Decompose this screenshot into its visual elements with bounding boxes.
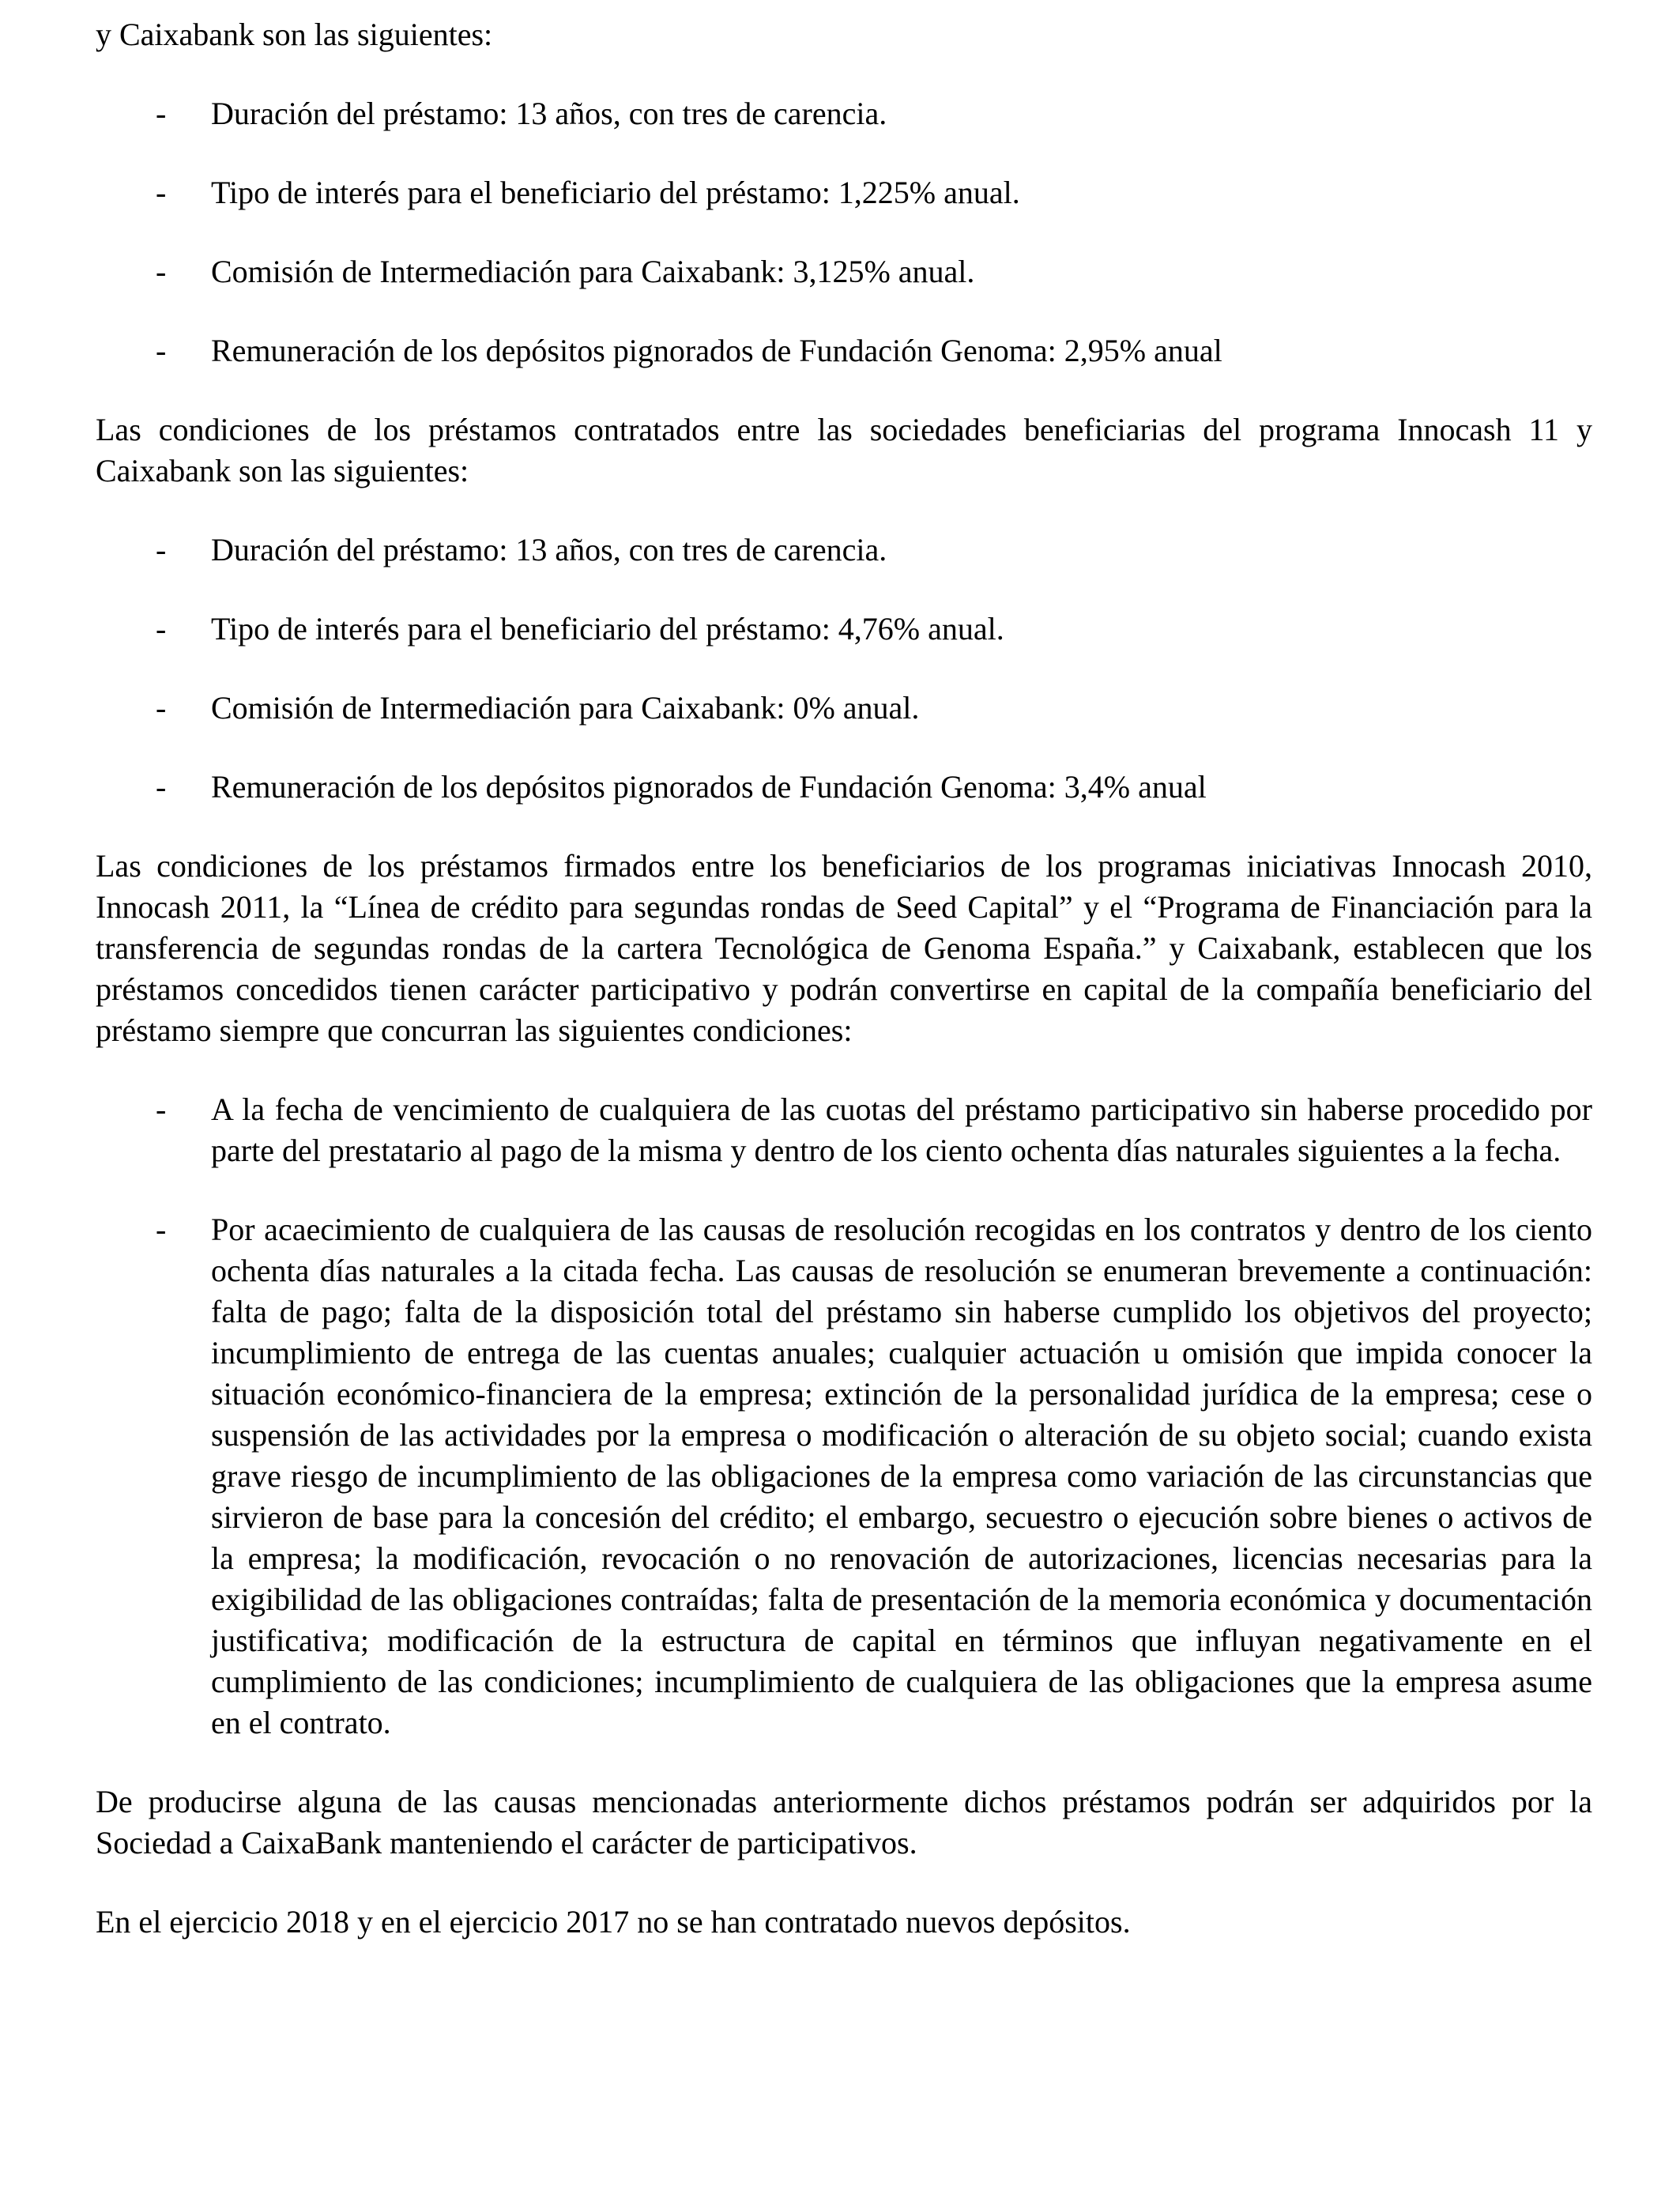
bullet-dash: - [156,1212,167,1247]
list-item [96,172,1592,213]
list-item-text: Duración del préstamo: 13 años, con tres de carencia. [211,96,887,131]
list-item-text: Remuneración de los depósitos pignorados de Fundación Genoma: 2,95% anual [211,333,1222,368]
bullet-dash: - [156,254,167,289]
paragraph-acquisition: De producirse alguna de las causas mencionadas anteriormente dichos préstamos podrán ser adquiridos por la Sociedad a CaixaBank manteniendo el carácter de participativos. [96,1784,1592,1860]
intro-fragment: y Caixabank son las siguientes: [96,17,493,52]
bullet-dash: - [156,769,167,805]
list-item [96,1209,1592,1744]
list-item [96,1089,1592,1171]
list-item-text: Por acaecimiento de cualquiera de las causas de resolución recogidas en los contratos y dentro de los ciento ochenta días naturales a la citada fecha. Las causas de resolución se enumeran brevemente a continuación: falta de pago; falta de la disposición total del préstamo sin haberse cumplido los objetivos del proyecto; incumplimiento de entrega de las cuentas anuales; cualquier actuación u omisión que impida conocer la situación económico-financiera de la empresa; extinción de la personalidad jurídica de la empresa; cese o suspensión de las actividades por la empresa o modificación o alteración de su objeto social; cuando exista grave riesgo de incumplimiento de las obligaciones de la empresa como variación de las circunstancias que sirvieron de base para la concesión del crédito; el embargo, secuestro o ejecución sobre bienes o activos de la empresa; la modificación, revocación o no renovación de autorizaciones, licencias necesarias para la exigibilidad de las obligaciones contraídas; falta de presentación de la memoria económica y documentación justificativa; modificación de la estructura de capital en términos que influyan negativamente en el cumplimiento de las condiciones; incumplimiento de cualquiera de las obligaciones que la empresa asume en el contrato. [211,1212,1592,1740]
document-page [96,14,1592,1943]
bullet-dash: - [156,175,167,210]
bullet-dash: - [156,690,167,726]
bullet-dash: - [156,1091,167,1127]
list-item-text: Comisión de Intermediación para Caixabank: 3,125% anual. [211,254,975,289]
paragraph-deposits: En el ejercicio 2018 y en el ejercicio 2017 no se han contratado nuevos depósitos. [96,1904,1131,1940]
paragraph-participative-loans: Las condiciones de los préstamos firmados entre los beneficiarios de los programas iniciativas Innocash 2010, Innocash 2011, la “Línea de crédito para segundas rondas de Seed Capital” y el “Programa de Financiación para la transferencia de segundas rondas de la cartera Tecnológica de Genoma España.” y Caixabank, establecen que los préstamos concedidos tienen carácter participativo y podrán convertirse en capital de la compañía beneficiario del préstamo siempre que concurran las siguientes condiciones: [96,848,1592,1048]
list-item [96,93,1592,134]
list-item-text: Comisión de Intermediación para Caixabank: 0% anual. [211,690,920,726]
loan-conditions-list-1 [96,93,1592,371]
bullet-dash: - [156,532,167,567]
list-item-text: Tipo de interés para el beneficiario del préstamo: 1,225% anual. [211,175,1020,210]
loan-conditions-list-2 [96,530,1592,808]
list-item [96,767,1592,808]
list-item [96,609,1592,650]
bullet-dash: - [156,96,167,131]
bullet-dash: - [156,333,167,368]
bullet-dash: - [156,611,167,647]
list-item [96,530,1592,571]
paragraph-innocash-11: Las condiciones de los préstamos contratados entre las sociedades beneficiarias del programa Innocash 11 y Caixabank son las siguientes: [96,412,1592,488]
list-item-text: Duración del préstamo: 13 años, con tres de carencia. [211,532,887,567]
list-item [96,330,1592,371]
list-item [96,688,1592,729]
list-item [96,251,1592,292]
list-item-text: Remuneración de los depósitos pignorados de Fundación Genoma: 3,4% anual [211,769,1207,805]
list-item-text: A la fecha de vencimiento de cualquiera de las cuotas del préstamo participativo sin haberse procedido por parte del prestatario al pago de la misma y dentro de los ciento ochenta días naturales siguientes a la fecha. [211,1091,1592,1168]
conversion-conditions-list [96,1089,1592,1744]
list-item-text: Tipo de interés para el beneficiario del préstamo: 4,76% anual. [211,611,1004,647]
